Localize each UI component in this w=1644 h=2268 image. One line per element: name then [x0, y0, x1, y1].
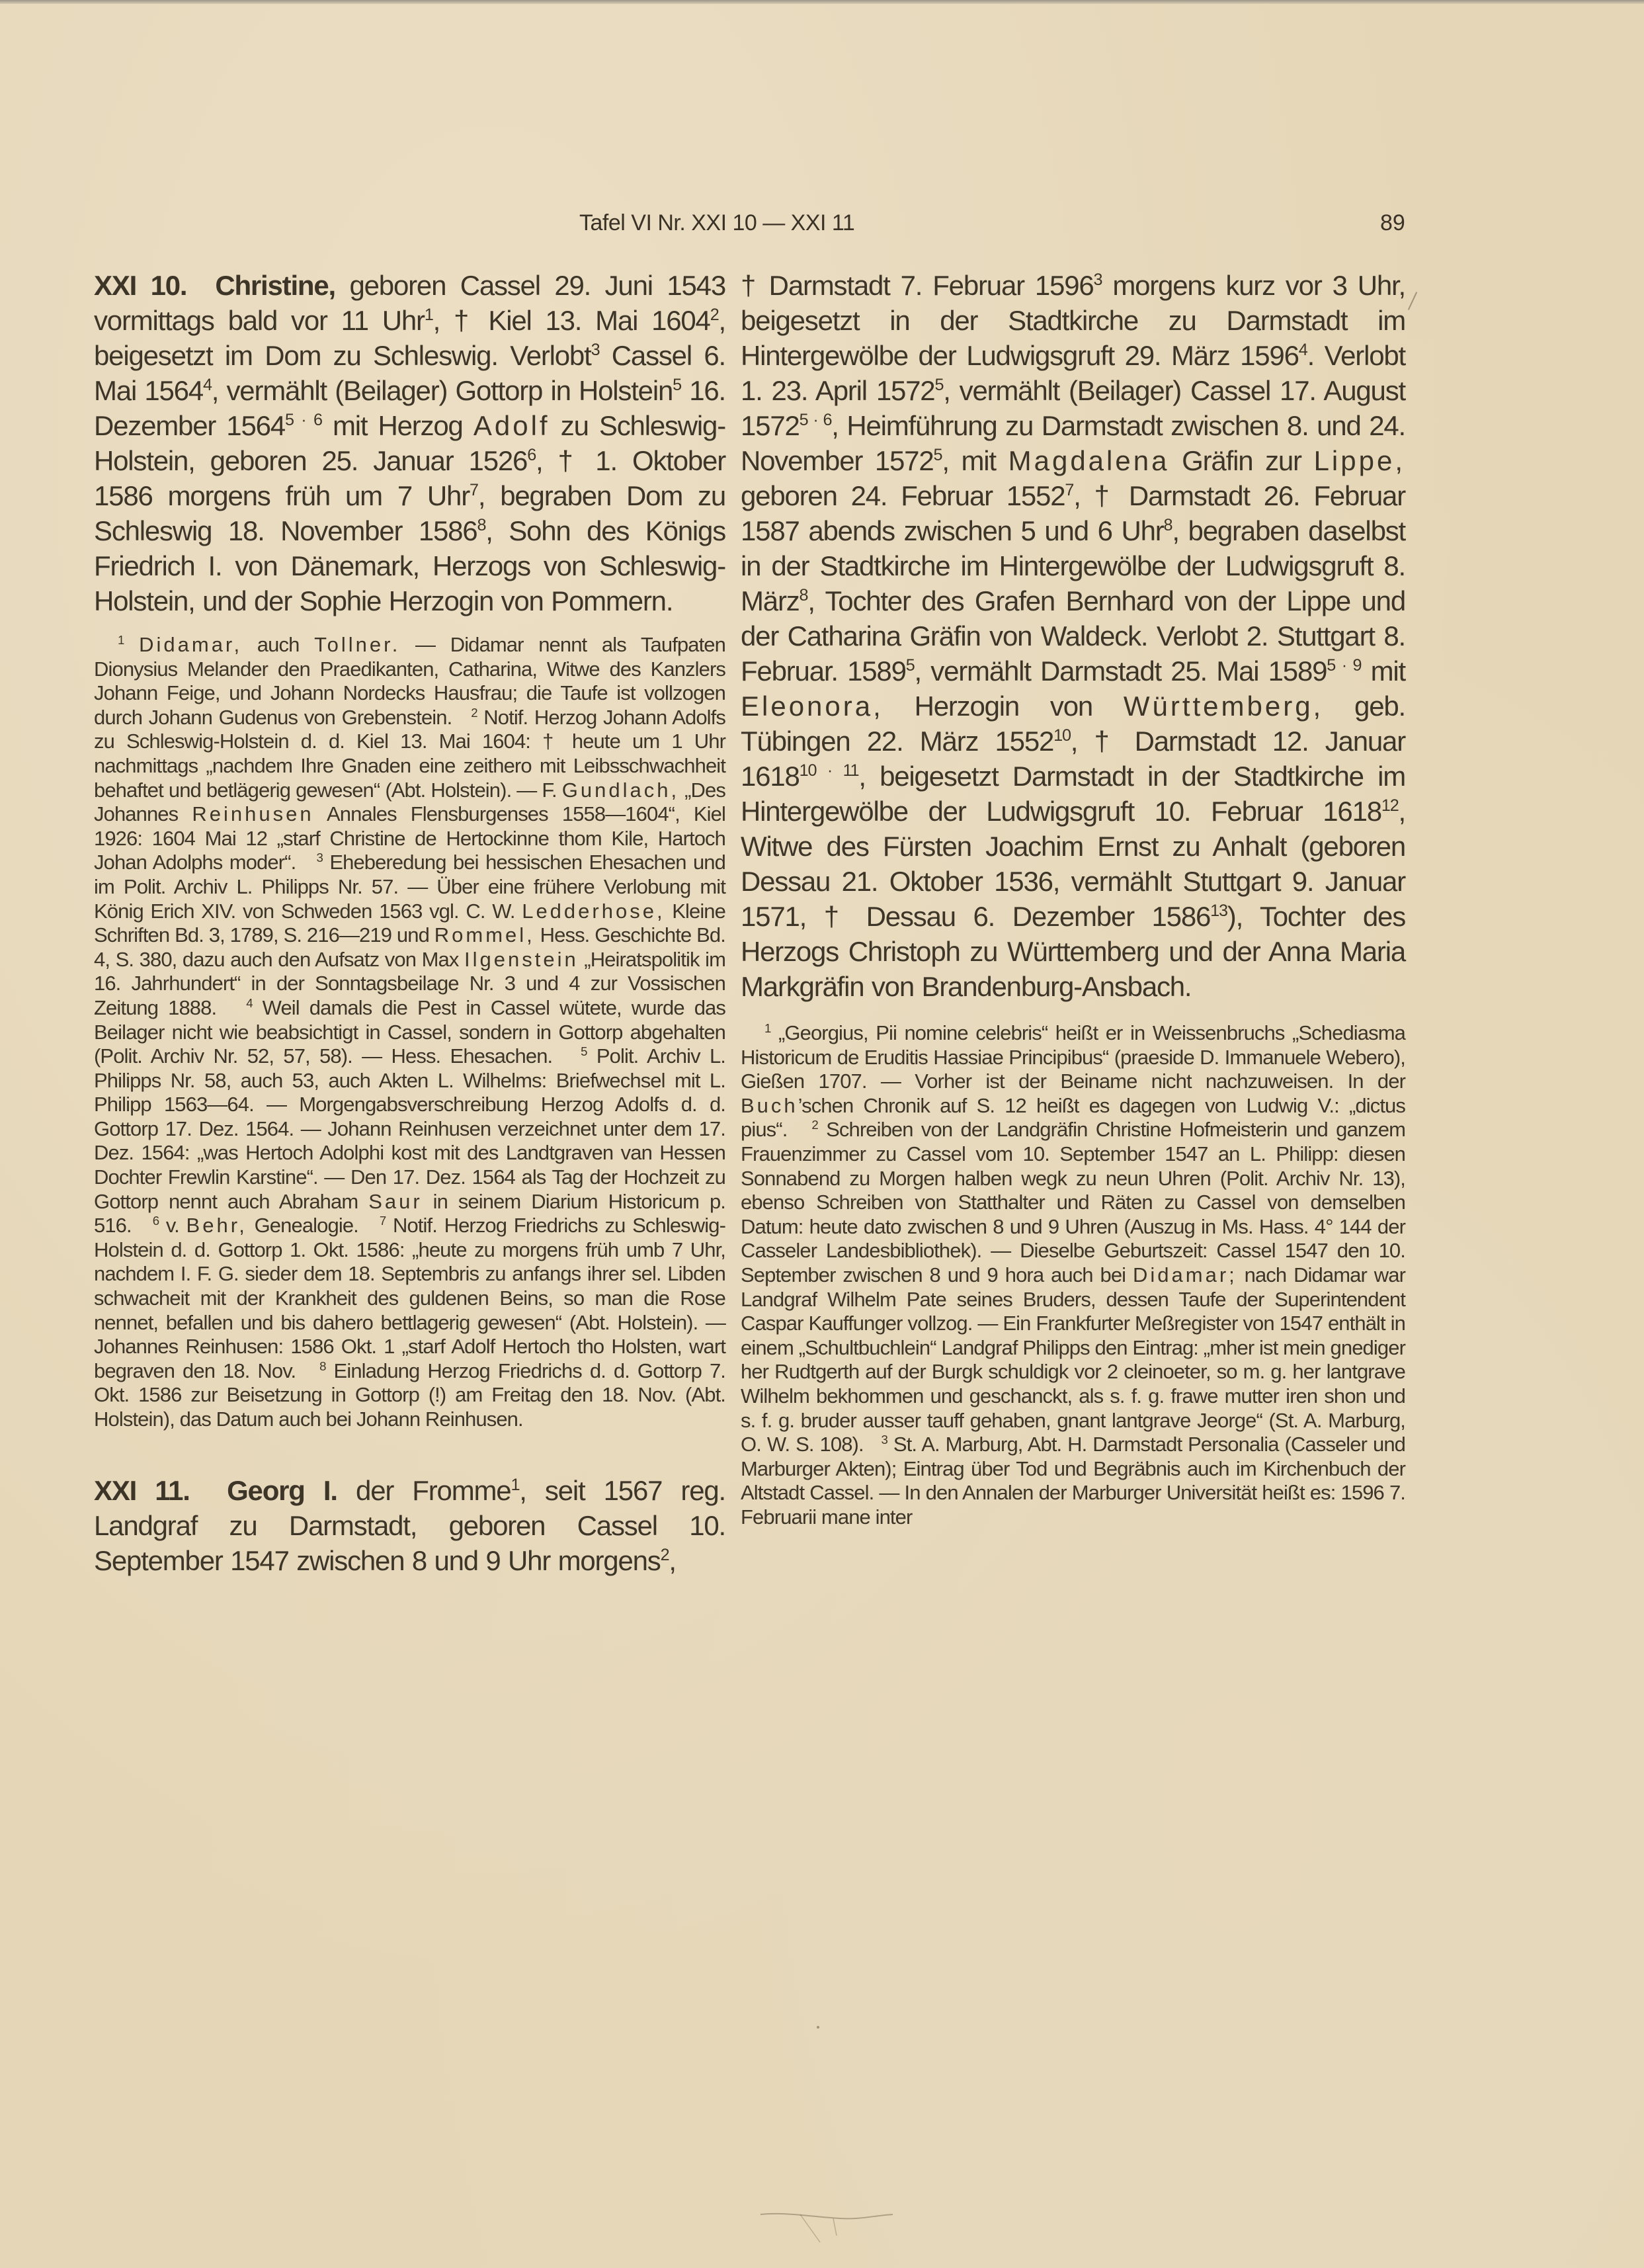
person-name: Reinhusen — [192, 802, 314, 826]
footnote-ref[interactable]: 6 — [527, 445, 536, 464]
footnote-ref[interactable]: 1 — [424, 305, 433, 324]
footnote-text: Kleine Schriften Bd. 3, 1789, S. 216—219 und — [94, 899, 725, 947]
entry-text: mit — [1361, 655, 1405, 687]
entry-xxi11-body-start — [94, 1473, 725, 1578]
entry-number: XXI 10. — [94, 270, 187, 301]
entry-text: , begraben Dom zu Schleswig 18. November 1586 — [94, 480, 725, 546]
footnote-mark: 8 — [319, 1359, 326, 1373]
entry-text: geboren 24. Februar 1552 — [741, 480, 1065, 511]
footnote-mark: 4 — [246, 995, 253, 1010]
entry-text: , Tochter des Grafen Bernhard von der Lippe und der Catharina Gräfin von Waldeck. Verlobt 2. Stuttgart 8. Februar. 1589 — [741, 585, 1405, 687]
footnote-ref[interactable]: 10 — [1053, 726, 1071, 745]
entry-text: , † 1. Oktober 1586 morgens früh um 7 Uhr — [94, 445, 725, 511]
footnote-ref[interactable]: 3 — [1093, 270, 1102, 289]
house-name: Württemberg, — [1123, 691, 1324, 722]
footnote-text: „Heiratspolitik im 16. Jahrhundert“ in der Sonntagsbeilage Nr. 3 und 4 zur Vossischen Zeitung 1888. — [94, 947, 725, 1019]
footnote-ref[interactable]: 1 — [511, 1475, 520, 1494]
person-name: Buch — [741, 1093, 798, 1117]
spouse-name: Adolf — [473, 410, 550, 441]
footnote-text: v. — [159, 1214, 186, 1238]
entry-text: ), Tochter des Herzogs Christoph zu Württemberg und der Anna Maria Markgräfin von Brandenburg-Ansbach. — [741, 901, 1405, 1002]
entry-text: , † Kiel 13. Mai 1604 — [432, 305, 710, 336]
entry-text: , † Darmstadt 26. Februar 1587 abends zwischen 5 und 6 Uhr — [741, 480, 1405, 546]
page-top-edge — [0, 0, 1644, 4]
footnote-mark: 1 — [764, 1021, 771, 1035]
entry-text: , seit 1567 reg. Landgraf zu Darmstadt, geboren Cassel 10. September 1547 zwischen 8 und 9 Uhr morgens — [94, 1474, 725, 1576]
person-name: Ilgenstein — [464, 947, 579, 971]
footnote-text: „Georgius, Pii nomine celebris“ heißt er in Weissenbruchs „Schediasma Historicum de Eruditis Hassiae Principibus“ (praeside D. Immanuele Webero), Gießen 1707. — Vorher ist der Beiname nicht nachzuweisen. In der — [741, 1021, 1405, 1093]
entry-text: geb. Tübingen 22. März 1552 — [741, 691, 1405, 757]
entry-text: , begraben daselbst in der Stadtkirche im Hintergewölbe der Ludwigsgruft 8. März — [741, 515, 1405, 616]
entry-xxi10-footnotes — [94, 633, 725, 1432]
house-name: Lippe, — [1313, 445, 1405, 476]
entry-text: Cassel 6. Mai 1564 — [94, 340, 725, 406]
entry-text: , beigesetzt im Dom zu Schleswig. Verlobt — [94, 305, 725, 371]
person-name: Tollner. — [314, 633, 401, 656]
entry-name: Christine, — [215, 270, 336, 301]
entry-text: † Darmstadt 7. Februar 1596 — [741, 270, 1094, 301]
paper-mark — [1408, 292, 1417, 310]
footnote-ref[interactable]: 7 — [470, 480, 478, 499]
footnote-text: Hess. Geschichte Bd. 4, S. 380, dazu auch den Aufsatz von Max — [94, 923, 725, 971]
entry-text: 16. Dezember 1564 — [94, 375, 725, 441]
footnote-ref[interactable]: 4 — [1298, 340, 1307, 359]
footnote-text: St. A. Marburg, Abt. H. Darmstadt Personalia (Casseler und Marburger Akten); Eintrag über Tod und Begräbnis auch im Kirchenbuch der Altstadt Cassel. — In den Annalen der Marburger Universität heißt es: 1596 7. Februarii mane inter — [741, 1433, 1405, 1529]
footnote-mark: 2 — [471, 705, 477, 720]
person-name: Ledderhose, — [522, 899, 665, 923]
entry-text: , † Darmstadt 12. Januar 1618 — [741, 726, 1405, 792]
page-number: 89 — [1380, 210, 1405, 235]
footnote-text: nach Didamar war Landgraf Wilhelm Pate seines Bruders, dessen Taufe der Superintendent Caspar Kauffunger vollzog. — Ein Frankfurter Meßregister von 1547 enthält in einem „Schultbuchlein“ Landgraf Philipps den Eintrag: „mher ist mein gnediger her Rudtgerth auf der Burgk schuldigk vor 2 cleinoeter, so m. g. her lantgrave Wilhelm bekhommen und geschanckt, als s. f. g. frawe mutter iren shon und s. f. g. bruder ausser tauff gehaben, gnant lantgrave Jeorge“ (St. A. Marburg, O. W. S. 108). — [741, 1263, 1405, 1456]
person-name: Didamar, — [139, 633, 243, 656]
footnote-mark: 5 — [581, 1044, 587, 1058]
footnote-mark: 6 — [152, 1214, 159, 1228]
entry-text: mit Herzog — [321, 410, 473, 441]
entry-text: , — [669, 1544, 676, 1576]
footnote-mark: 7 — [379, 1214, 386, 1228]
footnote-text: Notif. Herzog Friedrichs zu Schleswig-Holstein d. d. Gottorp 1. Okt. 1586: „heute zu morgens früh umb 7 Uhr, nachdem I. F. G. sieder dem 18. Septembris zu anfangs ihrer sel. Libden schwacheit mit der Krankheit des guldenen Beins, so man die Rose nennet, befallen und bis dahero bettlagerig gewesen“ (Abt. Holstein). — Johannes Reinhusen: 1586 Okt. 1 „starf Adolf Hertoch tho Holsten, wart begraven den 18. Nov. — [94, 1214, 725, 1382]
footnote-text: Weil damals die Pest in Cassel wütete, wurde das Beilager nicht wie beabsichtigt in Cassel, sondern in Gottorp abgehalten (Polit. Archiv Nr. 52, 57, 58). — Hess. Ehesachen. — [94, 995, 725, 1068]
footnote-text: Annales Flensburgenses 1558—1604“, Kiel 1926: 1604 Mai 12 „starf Christine de Hertockinne thom Kile, Hartoch Johan Adolphs moder“. — [94, 802, 725, 874]
footnote-ref[interactable]: 2 — [660, 1545, 669, 1564]
entry-text: Herzogin von — [883, 691, 1124, 722]
footnote-ref[interactable]: 5 — [673, 375, 681, 394]
footnote-text: in seinem Diarium Historicum p. 516. — [94, 1189, 725, 1238]
footnote-ref[interactable]: 8 — [1163, 515, 1172, 534]
entry-text: , Witwe des Fürsten Joachim Ernst zu Anhalt (geboren Dessau 21. Oktober 1536, vermählt Stuttgart 9. Januar 1571, † Dessau 6. Dezember 1586 — [741, 796, 1405, 932]
footnote-ref[interactable]: 8 — [799, 585, 808, 605]
footnote-ref[interactable]: 5 — [934, 375, 944, 394]
footnote-mark: 1 — [118, 632, 124, 647]
footnote-text: auch — [242, 633, 315, 656]
entry-text: , Sohn des Königs Friedrich I. von Dänemark, Herzogs von Schleswig-Holstein, und der Sophie Herzogin von Pommern. — [94, 515, 725, 616]
footnote-ref[interactable]: 13 — [1210, 901, 1227, 920]
right-column — [741, 268, 1405, 1529]
paper-speck — [817, 2026, 819, 2029]
left-column — [94, 268, 725, 1578]
footnote-text: Schreiben von der Landgräfin Christine Hofmeisterin und ganzem Frauenzimmer zu Cassel vom 10. September 1547 an L. Philipp: diesen Sonnabend zu Morgen halben wegk zu neun Uhren (Polit. Archiv Nr. 13), ebenso Schreiben von Statthalter und Räten zu Cassel von demselben Datum: heute dato zwischen 8 und 9 Uhren (Auszug in Ms. Hass. 4° 144 der Casseler Landesbibliothek). — Dieselbe Geburtszeit: Cassel 1547 den 10. September zwischen 8 und 9 hora auch bei — [741, 1118, 1405, 1286]
footnote-ref[interactable]: 2 — [710, 305, 719, 324]
entry-text: , beigesetzt Darmstadt in der Stadtkirche im Hintergewölbe der Ludwigsgruft 10. Februar 1618 — [741, 761, 1405, 827]
footnote-text: ’schen Chronik auf S. 12 heißt es dagegen von Ludwig V.: „dictus pius“. — [741, 1093, 1405, 1142]
entry-text: , vermählt (Beilager) Gottorp in Holstein — [211, 375, 673, 406]
footnote-text: Eheberedung bei hessischen Ehesachen und im Polit. Archiv L. Philipps Nr. 57. — Über eine frühere Verlobung mit König Erich XIV. von Schweden 1563 vgl. C. W. — [94, 851, 725, 923]
entry-text: morgens kurz vor 3 Uhr, beigesetzt in der Stadtkirche zu Darmstadt im Hintergewölbe der Ludwigsgruft 29. März 1596 — [741, 270, 1405, 371]
footnote-mark: 2 — [811, 1118, 818, 1132]
entry-number: XXI 11. — [94, 1474, 190, 1506]
footnote-ref[interactable]: 5 — [933, 445, 942, 464]
running-head: Tafel VI Nr. XXI 10 — XXI 11 — [579, 210, 855, 235]
spouse-name: Magdalena — [1008, 445, 1170, 476]
entry-text: , mit — [942, 445, 1008, 476]
footnote-mark: 3 — [881, 1432, 887, 1447]
footnote-text: Notif. Herzog Johann Adolfs zu Schleswig-Holstein d. d. Kiel 13. Mai 1604: † heute um 1 Uhr nachmittags „nachdem Ihre Gnaden eine zeithero mit Leibsschwachheit behaftet und betlägerig gewesen“ (Abt. Holstein). — F. — [94, 705, 725, 802]
entry-text: , Heimführung zu Darmstadt zwischen 8. und 24. November 1572 — [741, 410, 1405, 476]
footnote-ref[interactable]: 12 — [1381, 796, 1399, 815]
footnote-ref[interactable]: 5 — [905, 655, 915, 675]
footnote-text: Polit. Archiv L. Philipps Nr. 58, auch 53, auch Akten L. Wilhelms: Briefwechsel mit L. Philipp 1563—64. — Morgengabsverschreibung Herzog Adolfs d. d. Gottorp 17. Dez. 1564. — Johann Reinhusen verzeichnet unter dem 17. Dez. 1564: „was Hertoch Adolphi kost mit des Landtgraven van Hessen Dochter Frewlin Karstine“. — Den 17. Dez. 1564 als Tag der Hochzeit zu Gottorp nennt auch Abraham — [94, 1044, 725, 1213]
footnote-ref[interactable]: 5 · 9 — [1327, 655, 1362, 675]
footnote-ref[interactable]: 7 — [1065, 480, 1074, 499]
footnote-ref[interactable]: 5 · 6 — [799, 410, 832, 429]
entry-text: , vermählt Darmstadt 25. Mai 1589 — [914, 655, 1327, 687]
person-name: Didamar; — [1133, 1263, 1237, 1286]
entry-text: Gräfin zur — [1169, 445, 1314, 476]
entry-text: zu Schleswig-Holstein, geboren 25. Januar 1526 — [94, 410, 725, 476]
person-name: Rommel, — [434, 923, 535, 947]
entry-xxi11-footnotes — [741, 1021, 1405, 1529]
footnote-mark: 3 — [316, 851, 323, 865]
entry-xxi10-body — [94, 268, 725, 618]
entry-text: , vermählt (Beilager) Cassel 17. August 1572 — [741, 375, 1405, 441]
footnote-ref[interactable]: 8 — [477, 515, 486, 534]
footnote-text: Genealogie. — [247, 1214, 358, 1238]
person-name: Saur — [368, 1189, 423, 1213]
footnote-text: „Des Johannes — [94, 778, 725, 826]
footnote-ref[interactable]: 5 · 6 — [284, 410, 322, 429]
entry-text: geboren Cassel 29. Juni 1543 vormittags bald vor 11 Uhr — [94, 270, 725, 336]
footnote-text: — Didamar nennt als Taufpaten Dionysius Melander den Praedikanten, Catharina, Witwe des Kanzlers Johann Feige, und Johann Nordecks Hausfrau; die Taufe ist vollzogen durch Johann Gudenus von Grebenstein. — [94, 633, 725, 729]
person-name: Behr, — [186, 1214, 247, 1238]
spouse-name: Eleonora, — [741, 691, 884, 722]
paper-scratch-mark — [760, 2209, 893, 2249]
footnote-ref[interactable]: 3 — [591, 340, 600, 359]
footnote-ref[interactable]: 10 · 11 — [799, 761, 859, 780]
person-name: Gundlach, — [561, 778, 680, 802]
entry-xxi11-body-continued — [741, 268, 1405, 1004]
entry-text: . Verlobt 1. 23. April 1572 — [741, 340, 1406, 406]
footnote-text: Einladung Herzog Friedrichs d. d. Gottorp 7. Okt. 1586 zur Beisetzung in Gottorp (!) am Freitag den 18. Nov. (Abt. Holstein), das Datum auch bei Johann Reinhusen. — [94, 1359, 726, 1431]
footnote-ref[interactable]: 4 — [202, 375, 212, 394]
entry-name: Georg I. — [227, 1474, 337, 1506]
entry-text: der Fromme — [337, 1474, 511, 1506]
